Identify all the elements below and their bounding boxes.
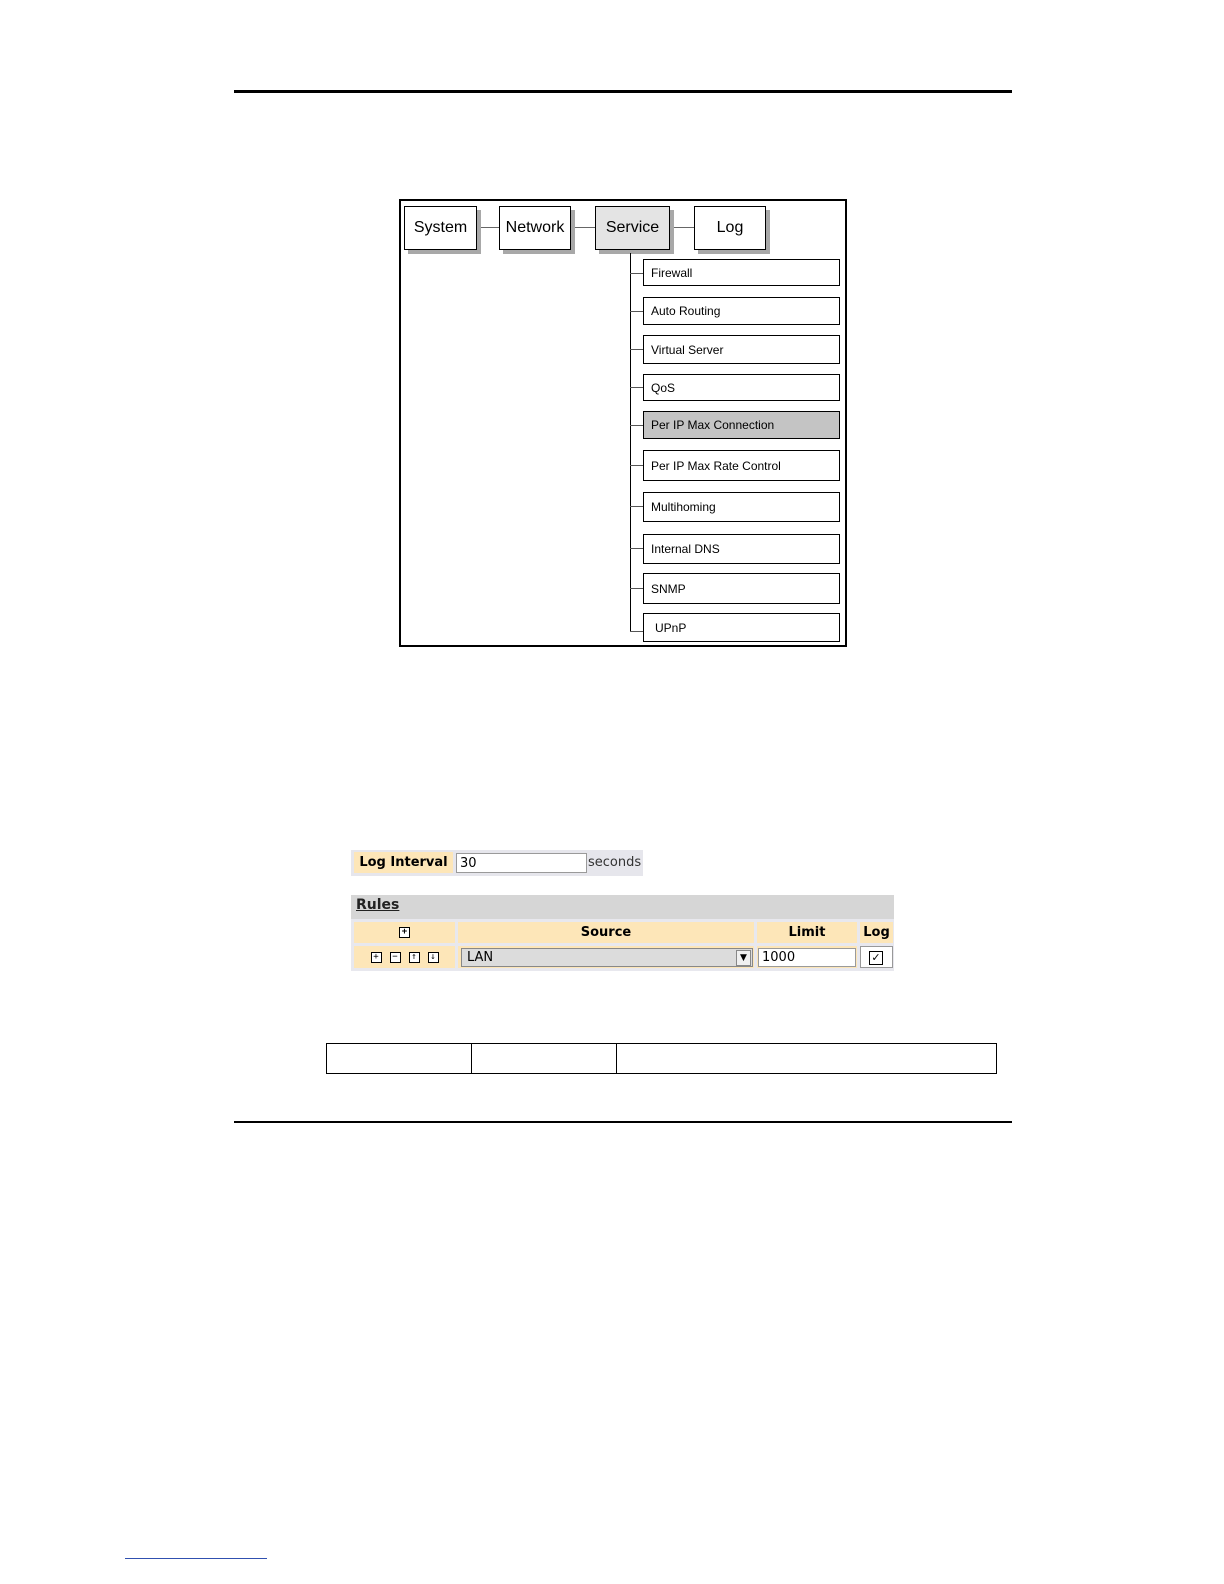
rule-row-actions	[354, 946, 455, 968]
submenu-per-ip-max-rate-control	[643, 450, 840, 481]
footer-rule	[234, 1121, 1012, 1123]
submenu-label: Internal DNS	[651, 542, 720, 556]
submenu-spine	[630, 253, 631, 632]
column-source: Source	[458, 922, 754, 943]
connector	[630, 631, 643, 632]
rules-header	[351, 895, 894, 919]
header-rule	[234, 90, 1012, 93]
connector	[630, 387, 643, 388]
footnote-separator	[125, 1558, 267, 1559]
column-limit: Limit	[757, 922, 857, 943]
menu-system-label: System	[413, 219, 468, 236]
move-up-button[interactable]: ↑	[409, 952, 420, 963]
menu-service-label: Service	[605, 219, 660, 236]
submenu-label: Auto Routing	[651, 304, 721, 318]
source-select-value: LAN	[467, 950, 494, 965]
connector	[630, 311, 643, 312]
submenu-label: Multihoming	[651, 500, 716, 514]
chevron-down-icon[interactable]: ▼	[736, 950, 751, 966]
connector	[630, 506, 643, 507]
menu-network-label: Network	[505, 219, 565, 236]
remove-row-button[interactable]: −	[390, 952, 401, 963]
table-divider	[471, 1044, 472, 1073]
log-checkbox[interactable]: ✓	[869, 951, 883, 965]
log-interval-unit: seconds	[588, 855, 642, 870]
submenu-qos	[643, 374, 840, 401]
submenu-auto-routing	[643, 297, 840, 325]
submenu-firewall	[643, 259, 840, 286]
move-down-button[interactable]: ↓	[428, 952, 439, 963]
submenu-label: QoS	[651, 380, 676, 395]
limit-input[interactable]	[758, 948, 856, 967]
connector	[670, 227, 694, 228]
connector	[630, 349, 643, 350]
empty-table	[326, 1043, 997, 1074]
connector	[630, 548, 643, 549]
column-log: Log	[860, 922, 893, 943]
submenu-upnp	[643, 613, 840, 642]
connector	[477, 227, 499, 228]
add-row-button[interactable]: +	[371, 952, 382, 963]
connector	[630, 273, 643, 274]
menu-system	[404, 206, 477, 250]
submenu-multihoming	[643, 492, 840, 522]
menu-tree-diagram	[399, 199, 847, 647]
log-interval-input[interactable]	[456, 853, 587, 873]
submenu-virtual-server	[643, 335, 840, 364]
add-rule-button[interactable]: +	[399, 927, 410, 938]
rules-title: Rules	[356, 897, 400, 913]
submenu-label: SNMP	[651, 581, 686, 596]
menu-network	[499, 206, 571, 250]
connector	[630, 465, 643, 466]
submenu-internal-dns	[643, 534, 840, 564]
rule-row-source-cell	[458, 946, 754, 968]
limit-value: 1000	[762, 950, 796, 965]
submenu-snmp	[643, 573, 840, 604]
rules-panel	[351, 895, 894, 971]
submenu-label: UPnP	[655, 620, 687, 635]
source-select[interactable]	[461, 948, 753, 967]
table-divider	[616, 1044, 617, 1073]
log-interval-label: Log Interval	[354, 852, 453, 873]
log-interval-value: 30	[460, 855, 477, 871]
submenu-label: Firewall	[651, 265, 693, 280]
menu-log-label: Log	[716, 219, 744, 236]
submenu-label: Virtual Server	[651, 342, 724, 357]
menu-service	[595, 206, 670, 250]
menu-log	[694, 206, 766, 250]
rule-row-log-cell	[860, 946, 893, 968]
connector	[630, 425, 643, 426]
connector	[571, 227, 595, 228]
connector	[630, 588, 643, 589]
log-interval-row	[351, 850, 643, 876]
submenu-label: Per IP Max Connection	[651, 418, 775, 432]
submenu-label: Per IP Max Rate Control	[651, 458, 781, 473]
rule-row-limit-cell	[757, 946, 857, 968]
column-add	[354, 922, 455, 943]
submenu-per-ip-max-connection	[643, 411, 840, 439]
